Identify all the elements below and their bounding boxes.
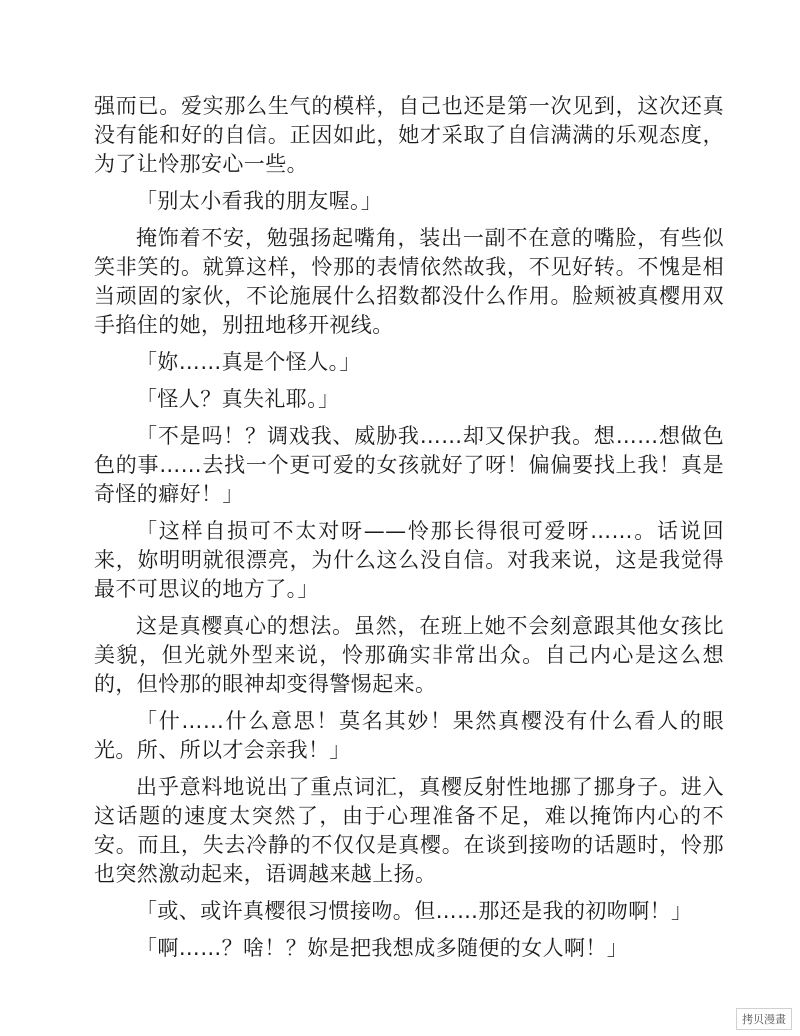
dialogue-line: 「不是吗！？调戏我、威胁我……却又保护我。想……想做色色的事……去找一个更可爱的女孩就好了呀！偏偏要找上我！真是奇怪的癖好！」	[94, 424, 724, 506]
dialogue-line: 「怪人？真失礼耶。」	[136, 387, 340, 411]
dialogue-line: 「啊……？啥！？妳是把我想成多随便的女人啊！」	[136, 936, 629, 960]
dialogue-line: 「或、或许真樱很习惯接吻。但……那还是我的初吻啊！」	[136, 899, 693, 923]
novel-page-body	[94, 92, 724, 963]
dialogue-line: 「妳……真是个怪人。」	[136, 350, 361, 374]
watermark-logo: 拷贝漫畫	[736, 1008, 792, 1030]
dialogue-line: 「什……什么意思！莫名其妙！果然真樱没有什么看人的眼光。所、所以才会亲我！」	[94, 709, 724, 762]
dialogue-line: 「这样自损可不太对呀——怜那长得很可爱呀……。话说回来，妳明明就很漂亮，为什么这么没自信。对我来说，这是我觉得最不可思议的地方了。」	[94, 519, 724, 601]
paragraph: 出乎意料地说出了重点词汇，真樱反射性地挪了挪身子。进入这话题的速度太突然了，由于心理准备不足，难以掩饰内心的不安。而且，失去冷静的不仅仅是真樱。在谈到接吻的话题时，怜那也突然激动起来，语调越来越上扬。	[94, 775, 724, 886]
dialogue-line: 「别太小看我的朋友喔。」	[136, 189, 383, 213]
paragraph: 掩饰着不安，勉强扬起嘴角，装出一副不在意的嘴脸，有些似笑非笑的。就算这样，怜那的表情依然故我，不见好转。不愧是相当顽固的家伙，不论施展什么招数都没什么作用。脸颊被真樱用双手掐住的她，别扭地移开视线。	[94, 226, 724, 337]
paragraph: 这是真樱真心的想法。虽然，在班上她不会刻意跟其他女孩比美貌，但光就外型来说，怜那确实非常出众。自己内心是这么想的，但怜那的眼神却变得警惕起来。	[94, 614, 724, 696]
paragraph: 强而已。爱实那么生气的模样，自己也还是第一次见到，这次还真没有能和好的自信。正因如此，她才采取了自信满满的乐观态度，为了让怜那安心一些。	[94, 94, 724, 176]
